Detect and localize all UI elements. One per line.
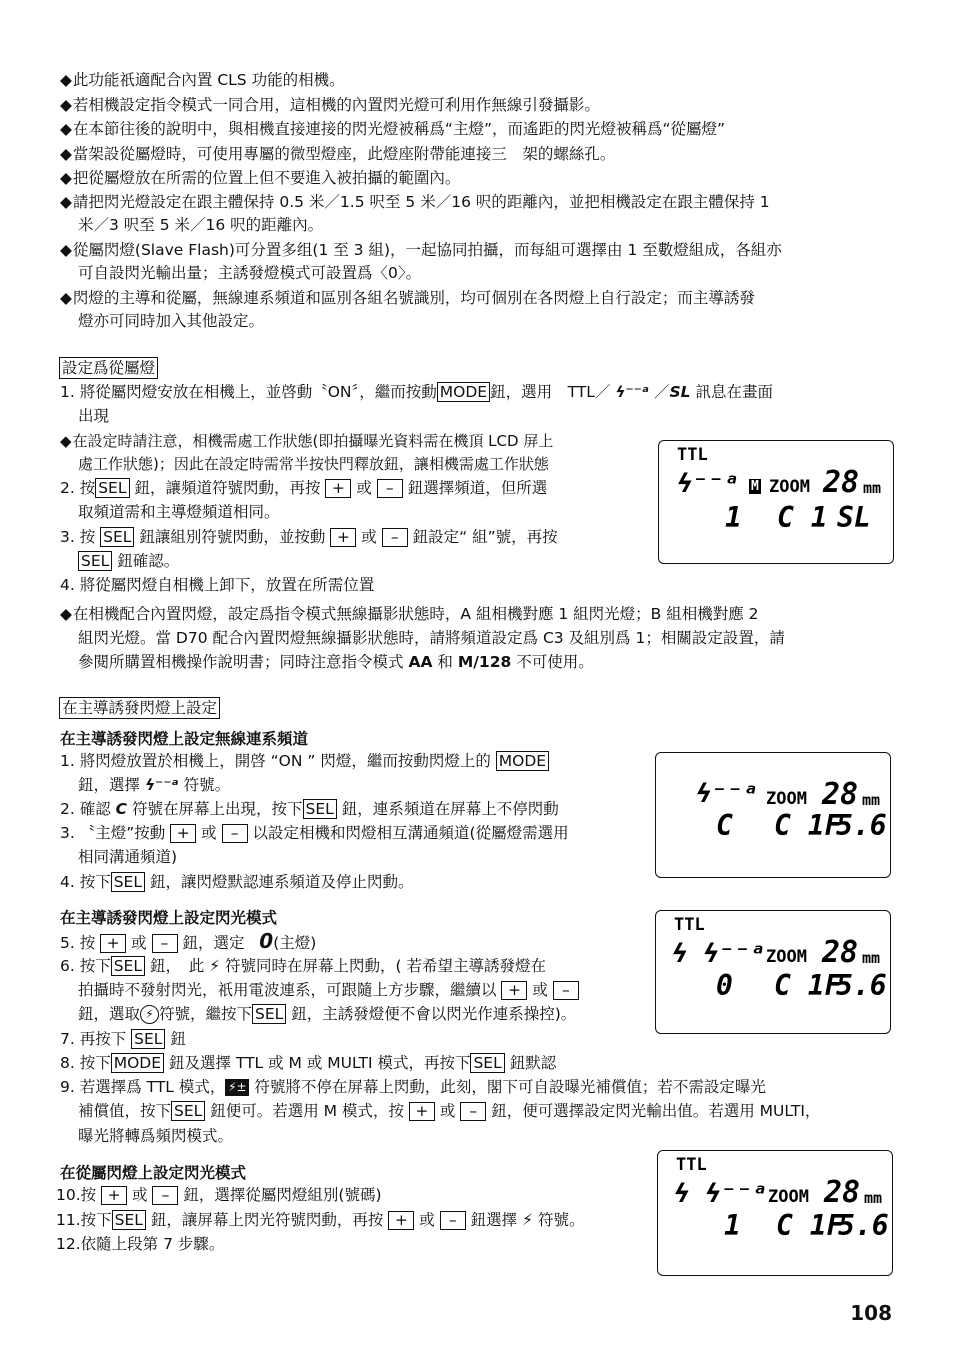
minus-key: –: [222, 824, 248, 843]
mm-unit: mm: [862, 791, 881, 809]
channel-icon: C: [115, 800, 128, 818]
step-text: 鈕，讓閃燈默認連系頻道及停止閃動。: [149, 873, 414, 891]
note-1: [60, 430, 553, 452]
ttl-label: TTL: [674, 915, 705, 935]
zoom-label: ZOOM: [769, 477, 810, 497]
section-heading-slave: 設定爲從屬燈: [59, 357, 158, 379]
step-text: 鈕確認。: [117, 552, 180, 570]
step-a4: [60, 871, 413, 893]
zoom-value: 28: [822, 777, 859, 812]
step-3b: [78, 550, 179, 572]
zoom-label: ZOOM: [766, 789, 807, 809]
note-2c: [78, 651, 594, 673]
flash-commander-icons: ϟ ϟ⁻⁻ᵃ: [674, 1179, 768, 1209]
plus-key: +: [388, 1211, 414, 1230]
zoom-value: 28: [822, 935, 859, 970]
intro-line-7b: 可自設閃光輸出量；主誘發燈模式可設置爲〈0〉。: [78, 264, 422, 282]
note-2: [60, 603, 759, 625]
note-text: 在相機配合內置閃燈，設定爲指令模式無線攝影狀態時，A 組相機對應 1 組閃光燈；B 組相機對應 2: [72, 605, 759, 623]
step-text: 鈕便可。若選用 M 模式，按: [210, 1102, 404, 1120]
step-text: 1. 將從屬閃燈安放在相機上，並啓動〝ON〞，繼而按動: [60, 383, 437, 401]
subheading-master-mode: 在主導誘發閃燈上設定閃光模式: [60, 909, 278, 927]
zero-icon: 0: [259, 929, 274, 953]
step-text: 鈕，主誘發燈便不會以閃光作連系操控)。: [291, 1005, 577, 1023]
sel-key: SEL: [111, 956, 145, 976]
group-value: C 1: [777, 501, 828, 534]
step-c10: [56, 1184, 382, 1206]
commander-icon: ϟ⁻⁻ᵃ: [144, 776, 179, 794]
plus-key: +: [100, 934, 126, 953]
step-text: 符號。: [183, 776, 231, 794]
step-text: 鈕，讓屏幕上閃光符號閃動，再按: [150, 1211, 384, 1229]
minus-key: –: [553, 981, 579, 1000]
sel-key: SEL: [171, 1101, 205, 1121]
step-text: 1. 將閃燈放置於相機上，開啓 “ON ” 閃燈，繼而按動閃燈上的: [60, 752, 491, 770]
intro-text: 此功能祇適配合內置 CLS 功能的相機。: [72, 71, 345, 89]
aperture-value: 5.6: [836, 809, 887, 842]
step-c11: [56, 1209, 584, 1231]
minus-key: –: [152, 1186, 178, 1205]
lcd-display-master-channel: [655, 752, 891, 878]
step-text: 6. 按下: [60, 957, 111, 975]
plus-key: +: [101, 1186, 127, 1205]
sel-key: SEL: [78, 551, 112, 571]
intro-line-6: [60, 191, 770, 213]
plus-key: +: [409, 1102, 435, 1121]
step-text: 補償值，按下: [78, 1102, 172, 1120]
step-2: [60, 477, 547, 499]
ttl-label: TTL: [676, 1155, 707, 1175]
intro-text: 請把閃光燈設定在跟主體保持 0.5 米／1.5 呎至 5 米／16 呎的距離內，並把相機設定在跟主體保持 1: [72, 193, 770, 211]
step-b7: [60, 1028, 186, 1050]
commander-icon: ϟ⁻⁻ᵃ: [615, 383, 650, 401]
or-text: 或: [132, 1186, 148, 1204]
exposure-comp-icon: ⚡±: [225, 1079, 249, 1096]
step-b9: [60, 1076, 766, 1098]
intro-line-7: [60, 239, 782, 261]
step-text: 符號同時在屏幕上閃動，( 若希望主導誘發燈在: [224, 957, 546, 975]
intro-text: 閃燈的主導和從屬，無線連系頻道和區別各組名號識別，均可個別在各閃燈上自行設定；而主導誘發: [72, 289, 755, 307]
note-text: 參閱所購置相機操作說明書；同時注意指令模式: [78, 653, 404, 671]
step-2b: 取頻道需和主導燈頻道相同。: [78, 503, 280, 521]
subheading-channel: 在主導誘發閃燈上設定無線連系頻道: [60, 730, 309, 748]
subheading-slave-mode: 在從屬閃燈上設定閃光模式: [60, 1164, 247, 1182]
aperture-value: 5.6: [838, 1209, 889, 1242]
or-text: 或: [131, 934, 147, 952]
sel-key: SEL: [111, 872, 145, 892]
step-text: 鈕，選定: [182, 934, 245, 952]
mode-m128: M/128: [457, 653, 512, 671]
channel-value: C: [716, 809, 733, 842]
minus-key: –: [382, 528, 408, 547]
sel-key: SEL: [470, 1053, 504, 1073]
flash-commander-icons: ϟ ϟ⁻⁻ᵃ: [672, 939, 766, 969]
step-text: 11.按下: [56, 1211, 112, 1229]
step-text: 鈕，連系頻道在屏幕上不停閃動: [341, 800, 559, 818]
mode-key: MODE: [437, 382, 490, 402]
sl-icon: SL: [669, 383, 691, 401]
plus-key: +: [325, 479, 351, 498]
step-b6c: [78, 1003, 576, 1025]
commander-icon: ϟ⁻⁻ᵃ: [696, 779, 759, 809]
intro-text: 把從屬燈放在所需的位置上但不要進入被拍攝的範圍內。: [72, 169, 461, 187]
sl-value: SL: [837, 501, 871, 534]
intro-line-1: [60, 69, 345, 91]
step-a1: [60, 750, 549, 772]
step-text: 3. 〝主燈”按動: [60, 824, 166, 842]
step-text: 3. 按: [60, 528, 96, 546]
step-text: 8. 按下: [60, 1054, 111, 1072]
intro-text: 若相機設定指令模式一同合用，這相機的內置閃光燈可利用作無線引發攝影。: [72, 96, 600, 114]
step-3: [60, 526, 558, 548]
step-text: 鈕選擇頻道，但所選: [407, 479, 548, 497]
step-text: 鈕，讓頻道符號閃動，再按: [134, 479, 321, 497]
step-b9c: 曝光將轉爲頻閃模式。: [78, 1127, 234, 1145]
step-b5: [60, 930, 316, 954]
intro-line-6b: 米／3 呎至 5 米／16 呎的距離內。: [78, 216, 324, 234]
mode-key: MODE: [111, 1053, 164, 1073]
intro-line-2: [60, 94, 600, 116]
intro-text: 從屬閃燈(Slave Flash)可分置多组(1 至 3 組)，一起協同拍攝，而每組可選擇由 1 至數燈組成，各組亦: [72, 241, 782, 259]
intro-text: 當架設從屬燈時，可使用專屬的微型燈座，此燈座附帶能連接三 架的螺絲孔。: [72, 145, 616, 163]
group-value: C 1F: [774, 969, 842, 1002]
step-b8: [60, 1052, 556, 1074]
lcd-display-slave: [658, 440, 894, 564]
note-1b: 處工作狀態)；因此在設定時需常半按快門釋放鈕，讓相機需處工作狀態: [78, 455, 549, 473]
note-2b: 組閃光燈。當 D70 配合內置閃燈無線攝影狀態時，請將頻道設定爲 C3 及組別爲 1；相關設定設置，請: [78, 629, 785, 647]
zoom-value: 28: [823, 465, 860, 500]
channel-value: 1: [725, 501, 742, 534]
step-text: 鈕，選取: [78, 1005, 141, 1023]
flash-icon: ⚡: [209, 957, 221, 975]
step-b9b: [78, 1100, 820, 1122]
or-text: 或: [419, 1211, 435, 1229]
sel-key: SEL: [95, 478, 129, 498]
zoom-value: 28: [824, 1175, 861, 1210]
mm-unit: mm: [862, 949, 881, 967]
plus-key: +: [170, 824, 196, 843]
step-text: 鈕，選用 TTL／: [490, 383, 611, 401]
sel-key: SEL: [112, 1210, 146, 1230]
lcd-display-master-mode: [655, 910, 891, 1034]
note-text: 不可使用。: [516, 653, 594, 671]
step-1: 1. 將從屬閃燈安放在相機上，並啓動〝ON〞，繼而按動 MODE 鈕，選用 TTL／ ϟ⁻⁻ᵃ ／SL 訊息在畫面: [60, 383, 773, 401]
step-text: 9. 若選擇爲 TTL 模式，: [60, 1078, 226, 1096]
lcd-display-slave-mode: [657, 1150, 893, 1276]
note-text: 在設定時請注意，相機需處工作狀態(即拍攝曝光資料需在機頂 LCD 屏上: [72, 432, 554, 450]
step-text: 鈕讓組別符號閃動，並按動: [139, 528, 326, 546]
intro-text: 在本節往後的說明中，與相機直接連接的閃光燈被稱爲“主燈”，而遙距的閃光燈被稱爲“從屬燈”: [72, 120, 726, 138]
step-c12: 12.依隨上段第 7 步驟。: [56, 1235, 225, 1253]
or-text: 或: [356, 479, 372, 497]
ttl-label: TTL: [677, 445, 708, 465]
step-text: 以設定相機和閃燈相互溝通頻道(從屬燈需選用: [252, 824, 569, 842]
step-text: 鈕， 此: [149, 957, 205, 975]
step-text: 2. 確認: [60, 800, 111, 818]
intro-line-4: [60, 143, 615, 165]
mm-unit: mm: [864, 1189, 883, 1207]
step-text: (主燈): [273, 934, 317, 952]
minus-key: –: [377, 479, 403, 498]
zoom-label: ZOOM: [766, 947, 807, 967]
commander-icon: ϟ⁻⁻ᵃ: [677, 469, 740, 499]
step-text: 符號在屏幕上出現，按下: [131, 800, 303, 818]
no-flash-icon: ⚡: [140, 1005, 159, 1024]
step-a1b: [78, 774, 230, 796]
plus-key: +: [330, 528, 356, 547]
or-text: 或: [532, 981, 548, 999]
channel-value: 1: [724, 1209, 741, 1242]
aperture-value: 5.6: [836, 969, 887, 1002]
step-text: 符號。: [537, 1211, 585, 1229]
mode-key: MODE: [496, 751, 549, 771]
or-text: 或: [201, 824, 217, 842]
channel-value: 0: [716, 969, 733, 1002]
sel-key: SEL: [100, 527, 134, 547]
step-text: 2. 按: [60, 479, 96, 497]
sel-key: SEL: [131, 1029, 165, 1049]
step-text: 拍攝時不發射閃光，祇用電波連系，可跟隨上方步驟，繼續以: [78, 981, 497, 999]
step-4: 4. 將從屬閃燈自相機上卸下，放置在所需位置: [60, 576, 375, 594]
section-heading-master: 在主導誘發閃燈上設定: [59, 697, 220, 719]
step-text: 鈕，便可選擇設定閃光輸出值。若選用 MULTI，: [491, 1102, 821, 1120]
minus-key: –: [460, 1102, 486, 1121]
step-text: 符號，繼按下: [159, 1005, 253, 1023]
step-text: 4. 按下: [60, 873, 111, 891]
intro-line-8: [60, 287, 755, 309]
step-text: 鈕設定“ 組”號，再按: [412, 528, 558, 546]
step-text: 鈕，選擇從屬閃燈組別(號碼): [183, 1186, 382, 1204]
intro-line-8b: 燈亦可同時加入其他設定。: [78, 312, 265, 330]
step-text: 鈕默認: [509, 1054, 557, 1072]
minus-key: –: [440, 1211, 466, 1230]
m-badge: M: [751, 479, 759, 494]
step-text: 7. 再按下: [60, 1030, 127, 1048]
zoom-label: ZOOM: [768, 1187, 809, 1207]
mm-unit: mm: [863, 479, 882, 497]
step-a3b: 相同溝通頻道): [78, 848, 178, 866]
step-text: 5. 按: [60, 934, 96, 952]
step-text: 鈕選擇: [470, 1211, 518, 1229]
page-number: 108: [850, 1301, 892, 1325]
step-text: 符號將不停在屏幕上閃動，此刻，閣下可自設曝光補償值；若不需設定曝光: [254, 1078, 766, 1096]
group-value: C 1F: [774, 809, 842, 842]
intro-line-5: [60, 167, 460, 189]
group-value: C 1F: [776, 1209, 844, 1242]
step-text: 訊息在畫面: [695, 383, 773, 401]
step-b6: [60, 955, 546, 977]
step-text: 鈕: [170, 1030, 186, 1048]
step-text: 鈕，選擇: [78, 776, 141, 794]
minus-key: –: [152, 934, 178, 953]
sel-key: SEL: [303, 799, 337, 819]
or-text: 或: [439, 1102, 456, 1120]
step-text: 10.按: [56, 1186, 97, 1204]
flash-icon: ⚡: [522, 1211, 533, 1229]
plus-key: +: [501, 981, 527, 1000]
step-1b: 出現: [78, 407, 110, 425]
step-a3: [60, 822, 569, 844]
or-text: 或: [361, 528, 377, 546]
mode-aa: AA: [408, 653, 433, 671]
step-text: 鈕及選擇 TTL 或 M 或 MULTI 模式，再按下: [168, 1054, 471, 1072]
step-a2: [60, 798, 559, 820]
and-text: 和: [437, 653, 453, 671]
step-b6b: [78, 979, 579, 1001]
sel-key: SEL: [252, 1004, 286, 1024]
intro-line-3: [60, 118, 725, 140]
